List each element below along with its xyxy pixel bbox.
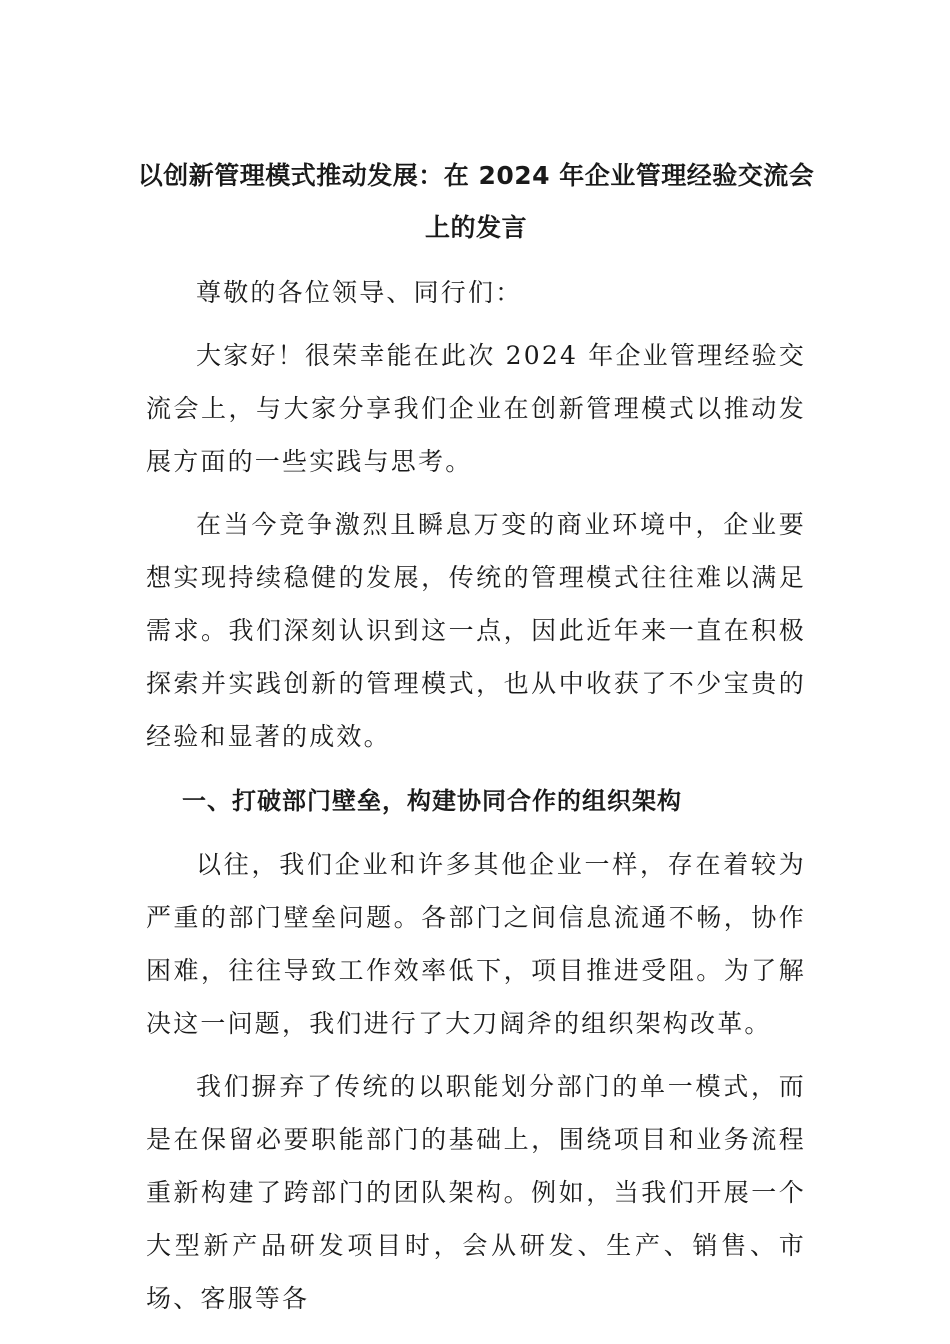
paragraph-context: 在当今竞争激烈且瞬息万变的商业环境中，企业要想实现持续稳健的发展，传统的管理模式往往难以满足需求。我们深刻认识到这一点，因此近年来一直在积极探索并实践创新的管理模式，也从中收获了不少宝贵的经验和显著的成效。 <box>146 510 806 751</box>
document-title: 以创新管理模式推动发展：在 2024 年企业管理经验交流会上的发言 <box>137 161 815 242</box>
section-1-paragraph-1: 以往，我们企业和许多其他企业一样，存在着较为严重的部门壁垒问题。各部门之间信息流通不畅，协作困难，往往导致工作效率低下，项目推进受阻。为了解决这一问题，我们进行了大刀阔斧的组织架构改革。 <box>146 850 806 1038</box>
salutation: 尊敬的各位领导、同行们： <box>196 278 523 307</box>
section-heading-1: 一、打破部门壁垒，构建协同合作的组织架构 <box>182 787 682 815</box>
document-page <box>137 150 815 1325</box>
section-1-paragraph-2: 我们摒弃了传统的以职能划分部门的单一模式，而是在保留必要职能部门的基础上，围绕项目和业务流程重新构建了跨部门的团队架构。例如，当我们开展一个大型新产品研发项目时，会从研发、生产、销售、市场、客服等各 <box>146 1072 806 1313</box>
paragraph-intro: 大家好！很荣幸能在此次 2024 年企业管理经验交流会上，与大家分享我们企业在创新管理模式以推动发展方面的一些实践与思考。 <box>146 341 806 476</box>
